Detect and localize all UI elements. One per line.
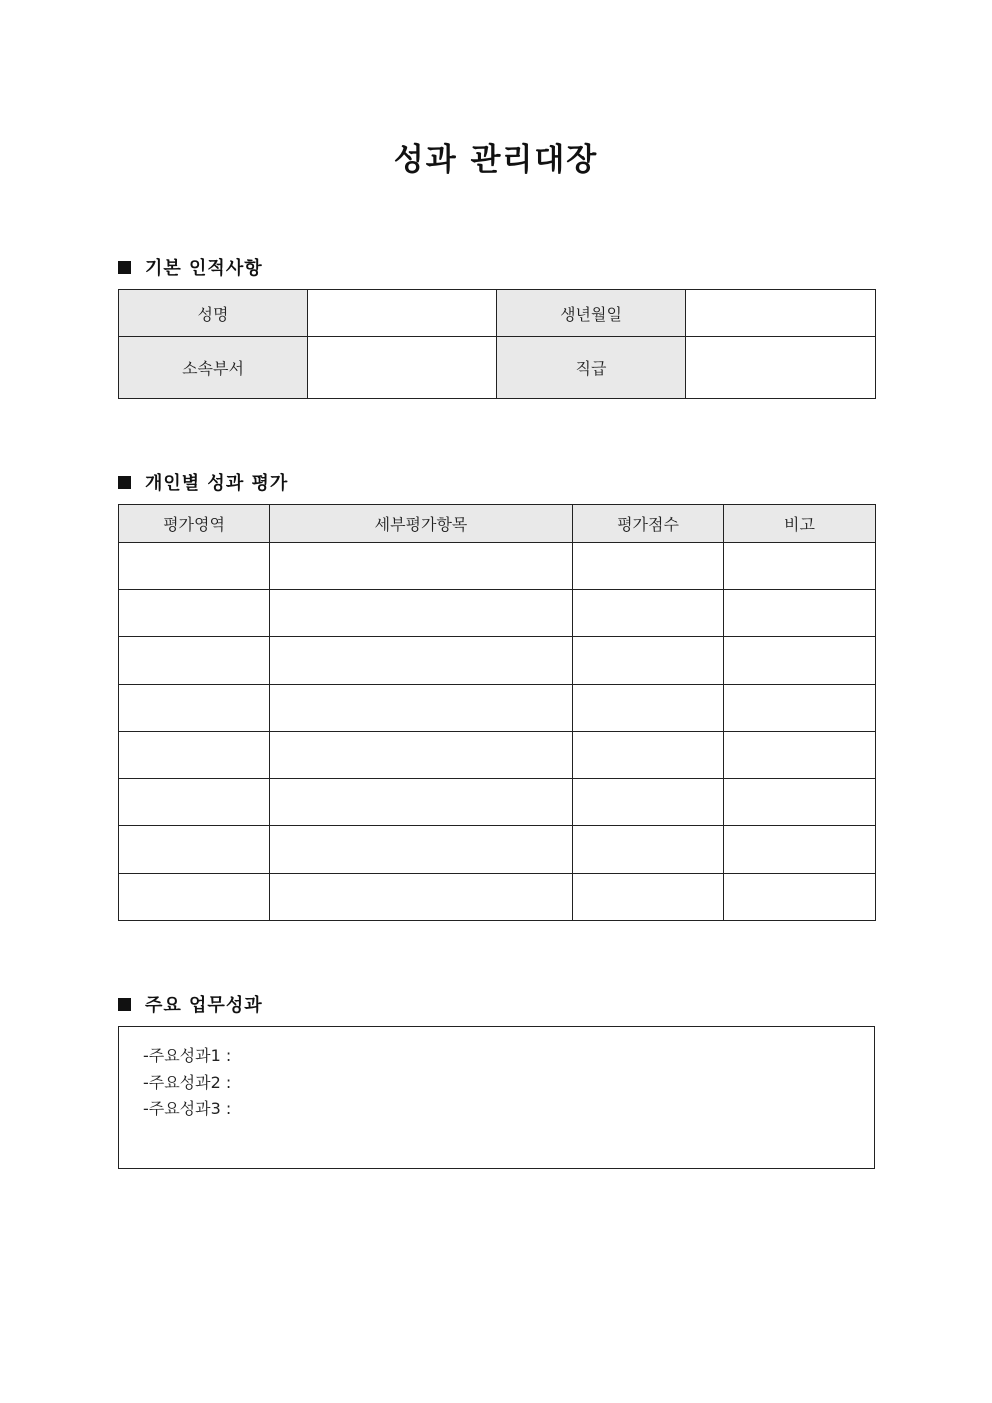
score-cell[interactable] xyxy=(573,779,724,826)
section-heading-text: 개인별 성과 평가 xyxy=(145,473,289,494)
area-cell[interactable] xyxy=(119,874,270,921)
square-bullet-icon xyxy=(118,476,131,489)
name-label: 성명 xyxy=(119,290,308,337)
table-row xyxy=(119,637,876,685)
remarks-cell[interactable] xyxy=(724,590,876,637)
basic-info-table xyxy=(118,289,876,399)
section-heading-text: 주요 업무성과 xyxy=(145,995,263,1016)
table-row xyxy=(119,543,876,590)
table-row xyxy=(119,779,876,826)
score-cell[interactable] xyxy=(573,543,724,590)
column-header-detail-item: 세부평가항목 xyxy=(270,505,573,543)
detail-item-cell[interactable] xyxy=(270,543,573,590)
name-field[interactable] xyxy=(308,290,497,337)
birthdate-field[interactable] xyxy=(686,290,876,337)
area-cell[interactable] xyxy=(119,685,270,732)
section-heading-evaluation xyxy=(118,469,288,495)
position-label: 직급 xyxy=(497,337,686,399)
list-item: -주요성과3 : xyxy=(143,1099,232,1118)
table-row xyxy=(119,590,876,637)
remarks-cell[interactable] xyxy=(724,543,876,590)
detail-item-cell[interactable] xyxy=(270,874,573,921)
score-cell[interactable] xyxy=(573,874,724,921)
section-heading-achievements xyxy=(118,991,263,1017)
table-row xyxy=(119,826,876,874)
detail-item-cell[interactable] xyxy=(270,637,573,685)
section-heading-basic-info xyxy=(118,254,263,280)
area-cell[interactable] xyxy=(119,543,270,590)
table-row xyxy=(119,732,876,779)
area-cell[interactable] xyxy=(119,732,270,779)
column-header-score: 평가점수 xyxy=(573,505,724,543)
detail-item-cell[interactable] xyxy=(270,779,573,826)
achievements-list xyxy=(119,1027,874,1123)
score-cell[interactable] xyxy=(573,732,724,779)
birthdate-label: 생년월일 xyxy=(497,290,686,337)
remarks-cell[interactable] xyxy=(724,685,876,732)
score-cell[interactable] xyxy=(573,826,724,874)
table-row xyxy=(119,874,876,921)
score-cell[interactable] xyxy=(573,637,724,685)
list-item: -주요성과1 : xyxy=(143,1046,232,1065)
achievements-box[interactable] xyxy=(118,1026,875,1169)
score-cell[interactable] xyxy=(573,685,724,732)
department-field[interactable] xyxy=(308,337,497,399)
basic-info-row xyxy=(119,290,876,337)
remarks-cell[interactable] xyxy=(724,826,876,874)
remarks-cell[interactable] xyxy=(724,779,876,826)
remarks-cell[interactable] xyxy=(724,732,876,779)
section-heading-text: 기본 인적사항 xyxy=(145,258,263,279)
position-field[interactable] xyxy=(686,337,876,399)
detail-item-cell[interactable] xyxy=(270,826,573,874)
area-cell[interactable] xyxy=(119,637,270,685)
list-item: -주요성과2 : xyxy=(143,1072,232,1092)
score-cell[interactable] xyxy=(573,590,724,637)
basic-info-row xyxy=(119,337,876,399)
area-cell[interactable] xyxy=(119,590,270,637)
area-cell[interactable] xyxy=(119,779,270,826)
detail-item-cell[interactable] xyxy=(270,732,573,779)
detail-item-cell[interactable] xyxy=(270,685,573,732)
remarks-cell[interactable] xyxy=(724,637,876,685)
page-title: 성과 관리대장 xyxy=(393,142,599,178)
detail-item-cell[interactable] xyxy=(270,590,573,637)
column-header-area: 평가영역 xyxy=(119,505,270,543)
table-row xyxy=(119,685,876,732)
area-cell[interactable] xyxy=(119,826,270,874)
square-bullet-icon xyxy=(118,998,131,1011)
remarks-cell[interactable] xyxy=(724,874,876,921)
department-label: 소속부서 xyxy=(119,337,308,399)
evaluation-header-row xyxy=(119,505,876,543)
evaluation-table xyxy=(118,504,876,921)
square-bullet-icon xyxy=(118,261,131,274)
column-header-remarks: 비고 xyxy=(724,505,876,543)
